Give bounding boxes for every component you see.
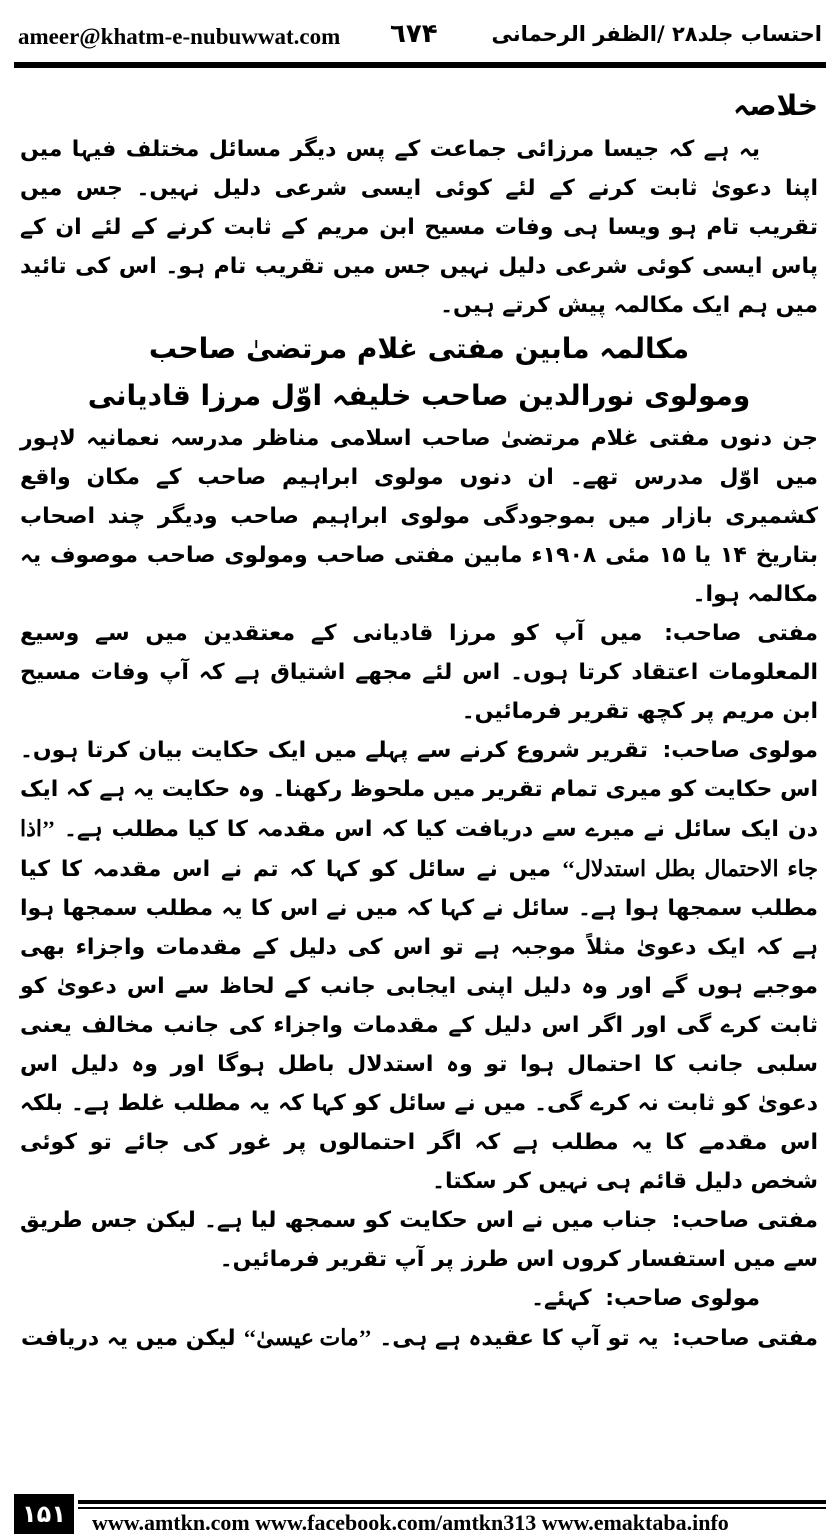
dialogue-text: میں آپ کو مرزا قادیانی کے معتقدین میں سے وسیع المعلومات اعتقاد کرتا ہوں۔ اس لئے مجھے اشتیاق ہے کہ آپ وفات مسیح ابن مریم پر کچھ تقریر فرمائیں۔ [20, 621, 818, 724]
summary-paragraph: یہ ہے کہ جیسا مرزائی جماعت کے پس دیگر مسائل مختلف فیہا میں اپنا دعویٰ ثابت کرنے کے لئے کوئی ایسی شرعی دلیل نہیں۔ جس میں تقریب تام ہو ویسا ہی وفات مسیح ابن مریم کے ثابت کرنے کے لئے ان کے پاس ایسی کوئی شرعی دلیل نہیں جس میں تقریب تام ہو۔ اس کی تائید میں ہم ایک مکالمہ پیش کرتے ہیں۔ [20, 137, 818, 318]
footer-urls: www.amtkn.com www.facebook.com/amtkn313 www.emaktaba.info [92, 1510, 729, 1535]
dialogue-turn-5 [20, 1318, 818, 1358]
dialogue-text: تقریر شروع کرنے سے پہلے میں ایک حکایت بیان کرتا ہوں۔ اس حکایت کو میری تمام تقریر میں ملحوظ رکھنا۔ وہ حکایت یہ ہے کہ ایک دن ایک سائل نے میرے سے دریافت کیا کہ اس مقدمہ کا کیا مطلب ہے۔ [20, 738, 818, 842]
dialogue-text: کہئے۔ [531, 1286, 592, 1311]
dialogue-turn-2 [20, 731, 818, 1201]
speaker-label: مفتی صاحب: [671, 1208, 818, 1233]
dialogue-turn-4 [20, 1279, 818, 1318]
page-footer [14, 1494, 826, 1536]
dialogue-text: جناب میں نے اس حکایت کو سمجھ لیا ہے۔ لیکن جس طریق سے میں استفسار کروں اس طرز پر آپ تقریر فرمائیں۔ [20, 1208, 818, 1272]
section-heading: خلاصہ [733, 89, 818, 122]
page-body [20, 82, 818, 1358]
dialogue-title-line-2: ومولوی نورالدین صاحب خلیفہ اوّل مرزا قادیانی [87, 379, 751, 412]
dialogue-text: یہ تو آپ کا عقیدہ ہے ہی۔ [371, 1326, 659, 1351]
arabic-quote: ’’اذا جاء الاحتمال بطل استدلال‘‘ [20, 816, 818, 881]
footer-rule-thin [78, 1507, 826, 1509]
speaker-label: مولوی صاحب: [662, 738, 818, 763]
dialogue-turn-1 [20, 614, 818, 731]
dialogue-turn-3 [20, 1201, 818, 1279]
dialogue-text: میں نے سائل کو کہا کہ تم نے اس مقدمہ کا کیا مطلب سمجھا ہوا ہے۔ سائل نے کہا کہ میں نے اس کا یہ مطلب سمجھا ہوا ہے کہ ایک دعویٰ مثلاً موجبہ ہے تو اس کی دلیل کے مقدمات واجزاء بھی موجبے ہوں گے اور وہ دلیل اپنی ایجابی جانب کے لحاظ سے اس دعویٰ کو ثابت کرے گی اور اگر اس دلیل کے مقدمات واجزاء کی جانب مخالف یعنی سلبی جانب کا احتمال ہوا تو وہ استدلال باطل ہوگا اور وہ دلیل اس دعویٰ کو ثابت نہ کرے گی۔ میں نے سائل کو کہا کہ یہ مطلب غلط ہے۔ بلکہ اس مقدمے کا یہ مطلب ہے کہ اگر احتمالوں پر غور کی جائے تو کوئی شخص دلیل قائم ہی نہیں کر سکتا۔ [20, 857, 818, 1194]
arabic-quote: ’’مات عیسیٰ‘‘ [243, 1325, 372, 1350]
running-title: احتساب جلد۲۸ /الظفر الرحمانی [491, 22, 822, 46]
header-email: ameer@khatm-e-nubuwwat.com [18, 24, 341, 49]
header-rule [14, 62, 826, 68]
footer-rule [78, 1500, 826, 1504]
footer-page-number: ۱۵۱ [14, 1494, 74, 1534]
dialogue-title-line-1: مکالمہ مابین مفتی غلام مرتضیٰ صاحب [148, 332, 690, 365]
speaker-label: مفتی صاحب: [672, 1326, 818, 1351]
header-page-number: ٦٧۴ [390, 19, 438, 49]
page-header [14, 10, 826, 62]
intro-paragraph: جن دنوں مفتی غلام مرتضیٰ صاحب اسلامی مناظر مدرسہ نعمانیہ لاہور میں اوّل مدرس تھے۔ ان دنوں مولوی ابراہیم صاحب کے مکان واقع کشمیری بازار میں بموجودگی مولوی ابراہیم صاحب ودیگر چند اصحاب بتاریخ ۱۴ یا ۱۵ مئی ۱۹۰۸ء مابین مفتی صاحب ومولوی صاحب موصوف یہ مکالمہ ہوا۔ [20, 426, 818, 607]
speaker-label: مولوی صاحب: [605, 1286, 760, 1311]
speaker-label: مفتی صاحب: [664, 621, 818, 646]
dialogue-text: لیکن میں یہ دریافت [21, 1326, 244, 1351]
